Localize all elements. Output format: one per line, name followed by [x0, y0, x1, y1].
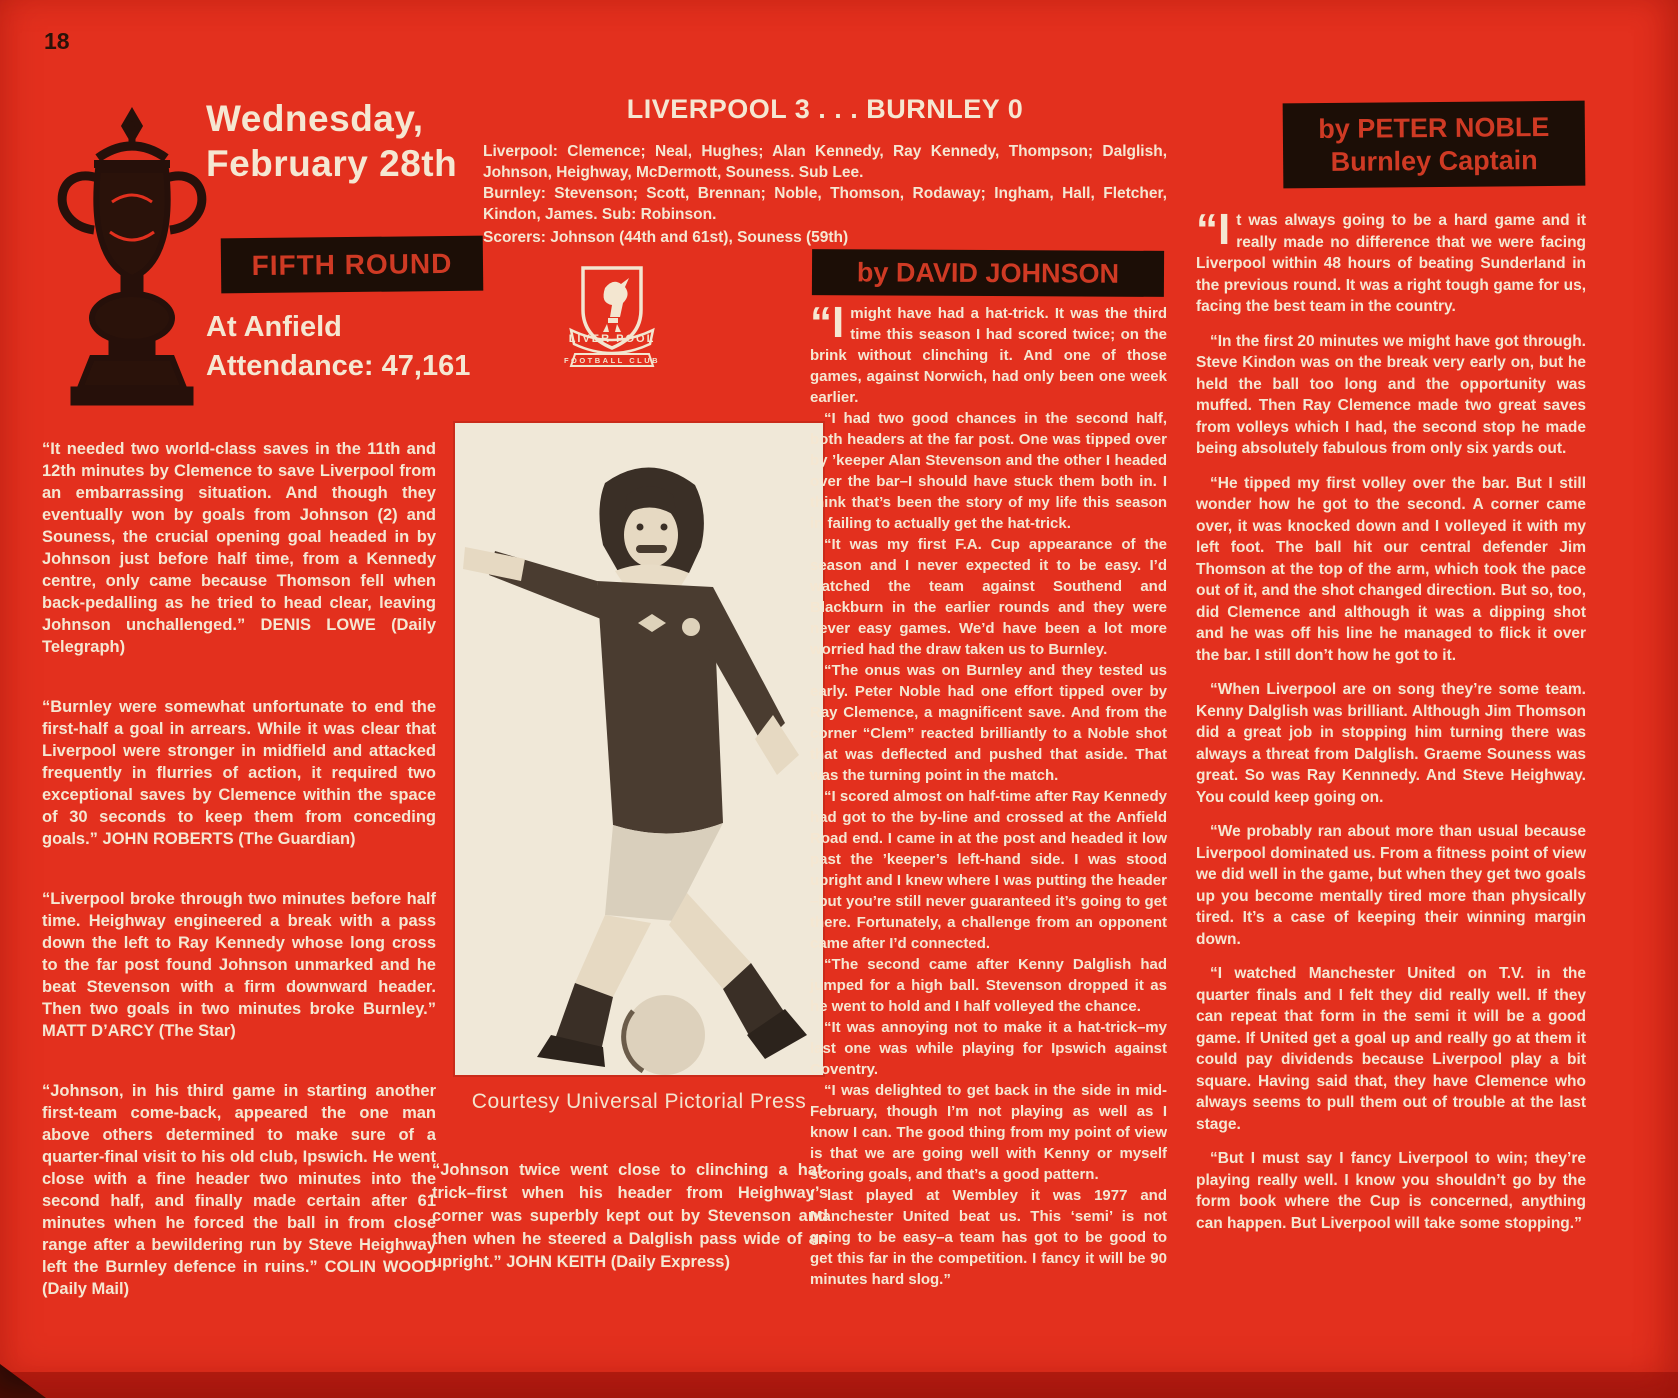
venue-attendance — [206, 308, 470, 386]
press-quote — [42, 888, 436, 1042]
page-number: 18 — [44, 28, 70, 54]
article-paragraph: “The onus was on Burnley and they tested us early. Peter Noble had one effort tipped over by Ray Clemence, a magnificent save. And from the corner “Clem” reacted brilliantly to a Noble shot that was deflected and pushed that aside. That was the turning point in the match. — [810, 662, 1167, 784]
liverpool-lineup: Liverpool: Clemence; Neal, Hughes; Alan Kennedy, Ray Kennedy, Thompson; Dalglish, Johnson, Heighway, McDermott, Souness. Sub Lee. — [483, 143, 1167, 181]
press-quote-text: “Burnley were somewhat unfortunate to end the first-half a goal in arrears. While it was clear that Liverpool were stronger in midfield and attacked frequently in flurries of action, it required two exceptional saves by Clemence within the space of 30 seconds to keep them from conceding goals.” — [42, 698, 436, 848]
article-paragraph: “I watched Manchester United on T.V. in the quarter finals and I felt they did really well. If they can repeat that form in the semi it will be a good game. If United get a goal up and really go at them it could pay dividends because Liverpool play a bit square. Having said that, they have Clemence who always seems to pull them out of trouble at the last stage. — [1196, 965, 1586, 1133]
drop-cap: “I — [1196, 205, 1231, 254]
press-quote-text: “Johnson, in his third game in starting another first-team come-back, appeared the one man above others determined to make sure of a quarter-final visit to his old club, Ipswich. He went close with a fine header two minutes into the second half, and finally made certain after 61 minutes when he forced the ball in from close range after a bewildering run by Steve Heighway left the Burnley defence in ruins.” — [42, 1082, 436, 1276]
noble-byline — [1318, 110, 1550, 178]
article-paragraph: “When Liverpool are on song they’re some team. Kenny Dalglish was brilliant. Although Jim Thomson did a great job in stopping him turning there was always a threat from Dalglish. Graeme Souness was great. So was Ray Kennnedy. And Steve Heighway. You could keep going on. — [1196, 681, 1586, 806]
liver-bird-icon — [603, 278, 629, 332]
johnson-article — [810, 298, 1167, 1290]
crest-club-name: LIVER POOL — [568, 333, 656, 345]
liverpool-crest — [553, 258, 671, 376]
page-edge-shading — [0, 1372, 1678, 1398]
press-quote — [42, 696, 436, 850]
article-paragraph: “We probably ran about more than usual because Liverpool dominated us. From a fitness point of view we did well in the game, but when they get two goals up you become mentally tired more than physically tired. It’s a case of keeping their winning margin down. — [1196, 823, 1586, 948]
date-line-1: Wednesday, — [206, 98, 424, 139]
page-corner-curl — [0, 1364, 46, 1398]
burnley-lineup: Burnley: Stevenson; Scott, Brennan; Noble, Thomson, Rodaway; Ingham, Hall, Fletcher, Kindon, James. Sub: Robinson. — [483, 185, 1167, 223]
article-paragraph: “He tipped my first volley over the bar. But I still wonder how he got to the second. A corner came over, it was knocked down and I volleyed it with my left foot. The ball hit our central defender Jim Thomson at the top of the arm, which took the pace out of it, and the shot changed direction. But so, too, did Clemence and although it was a dipping shot and he was off his line he managed to flick it over the bar. I still don’t how he got to it. — [1196, 474, 1586, 664]
article-paragraph: “It was my first F.A. Cup appearance of the season and I never expected it to be easy. I’d watched the team against Southend and Blackburn in the earlier rounds and they were never easy games. We’d have been a lot more worried had the draw taken us to Burnley. — [810, 536, 1167, 658]
press-quote-source: JOHN ROBERTS (The Guardian) — [102, 830, 356, 848]
player-photo — [455, 423, 823, 1075]
johnson-byline-bar: by DAVID JOHNSON — [812, 249, 1164, 297]
press-quote-source: COLIN WOOD (Daily Mail) — [42, 1258, 436, 1298]
attendance-line: Attendance: 47,161 — [206, 350, 471, 382]
paragraph-text: t was always going to be a hard game and it really made no difference that we were facing Liverpool within 48 hours of beating Sunderland in the previous round. It was a right tough game for us, facing the best team in the country. — [1196, 212, 1586, 315]
match-summary — [483, 94, 1167, 248]
photo-quote-text: “Johnson twice went close to clinching a hat-trick–first when his header from Heighway’s corner was superbly kept out by Stevenson and then when he steered a Dalglish pass wide of an upright.” — [432, 1160, 828, 1271]
venue-line: At Anfield — [206, 311, 342, 343]
article-paragraph — [810, 298, 1167, 408]
article-paragraph: “But I must say I fancy Liverpool to win; they’re playing really well. I know you shouldn’t go by the form book where the Cup is concerned, anything can happen. But Liverpool will take some stopping.” — [1196, 1150, 1586, 1232]
press-quotes-column — [42, 438, 436, 1338]
noble-byline-line1: by PETER NOBLE — [1318, 111, 1550, 144]
press-quote — [42, 438, 436, 658]
article-paragraph: “I had two good chances in the second half, both headers at the far post. One was tipped over by ’keeper Alan Stevenson and the other I headed over the bar–I should have stuck them both in. I think that’s been the story of my life this season in failing to actually get the hat-trick. — [810, 410, 1167, 532]
press-quote-text: “It needed two world-class saves in the 11th and 12th minutes by Clemence to save Liverpool from an embarrassing situation. And though they eventually won by goals from Johnson (2) and Souness, the crucial opening goal headed in by Johnson just before half time, from a Kennedy centre, only came because Thomson fell when back-pedalling as he tried to head clear, leaving Johnson unchallenged.” — [42, 440, 436, 634]
article-paragraph: “I scored almost on half-time after Ray Kennedy had got to the by-line and crossed at the Anfield Road end. I came in at the post and headed it low past the ’keeper’s left-hand side. I was stood upright and I knew where I was putting the header –but you’re still never guaranteed it’s going to get there. Fortunately, a challenge from an opponent came after I’d connected. — [810, 788, 1167, 952]
article-paragraph: I last played at Wembley it was 1977 and Manchester United beat us. This ‘semi’ is not going to be easy–a team has got to be good to get this far in the competition. I fancy it will be 90 minutes hard slog.” — [810, 1187, 1167, 1288]
article-paragraph: “I was delighted to get back in the side in mid-February, though I’m not playing as well as I know I can. The good thing from my point of view is that we are going well with Kenny or myself scoring goals, and that’s a good pattern. — [810, 1082, 1167, 1183]
press-quote — [42, 1080, 436, 1300]
press-quote-source: MATT D’ARCY (The Star) — [42, 1022, 236, 1040]
noble-byline-line2: Burnley Captain — [1330, 144, 1538, 177]
press-quote-text: “Liverpool broke through two minutes before half time. Heighway engineered a break with a pass down the left to Ray Kennedy whose long cross to the far post found Johnson unmarked and he beat Stevenson with a firm downward header. Then two goals in two minutes broke Burnley.” — [42, 890, 436, 1018]
match-date — [206, 96, 457, 186]
article-paragraph — [1196, 205, 1586, 318]
date-line-2: February 28th — [206, 143, 458, 184]
photo-quote-source: JOHN KEITH (Daily Express) — [506, 1252, 730, 1271]
drop-cap: “I — [810, 298, 845, 347]
photo-caption: Courtesy Universal Pictorial Press — [471, 1090, 807, 1113]
noble-article — [1196, 205, 1586, 1247]
article-paragraph: “The second came after Kenny Dalglish had jumped for a high ball. Stevenson dropped it as he went to hold and I half volleyed the chance. — [810, 956, 1167, 1015]
article-paragraph: “It was annoying not to make it a hat-trick–my last one was while playing for Ipswich against Coventry. — [810, 1019, 1167, 1078]
round-badge: FIFTH ROUND — [221, 236, 484, 294]
press-quote-source: DENIS LOWE (Daily Telegraph) — [42, 616, 436, 656]
scorers-line: Scorers: Johnson (44th and 61st), Souness (59th) — [483, 229, 849, 246]
scoreline: LIVERPOOL 3 . . . BURNLEY 0 — [626, 94, 1024, 124]
crest-sub-name: FOOTBALL CLUB — [563, 356, 661, 365]
team-lists — [483, 141, 1167, 248]
paragraph-text: might have had a hat-trick. It was the third time this season I had scored twice; on the brink without clinching it. And one of those games, against Norwich, had only been one week earlier. — [810, 305, 1167, 406]
photo-press-quote — [432, 1159, 828, 1274]
fa-cup-trophy-illustration — [46, 106, 218, 406]
article-paragraph: “In the first 20 minutes we might have got through. Steve Kindon was on the break very early on, but he held the ball too long and the opportunity was muffed. Then Ray Clemence made two great saves from volleys which I had, the second stop he made being absolutely fabulous from only six yards out. — [1196, 332, 1586, 457]
noble-byline-bar — [1283, 101, 1586, 189]
